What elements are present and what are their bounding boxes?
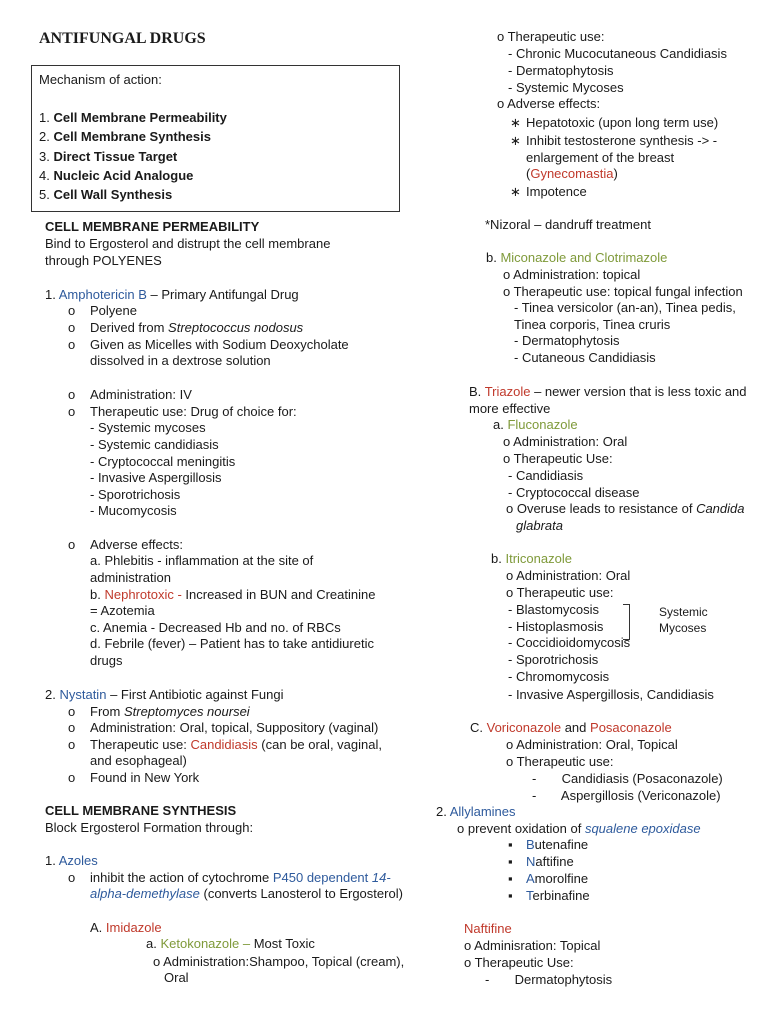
use-item: - Coccidioidomycosis <box>508 635 631 650</box>
bullet-text: inhibit the action of cytochrome P450 dependent 14- <box>90 870 391 885</box>
list-item: Terbinafine <box>526 888 590 903</box>
adverse-item: a. Phlebitis - inflammation at the site of <box>90 553 314 568</box>
use-item: - Systemic mycoses <box>90 420 206 435</box>
bullet-text: Given as Micelles with Sodium Deoxycholate <box>90 337 349 352</box>
section-description: Block Ergosterol Formation through: <box>45 820 254 835</box>
adverse-item: administration <box>90 570 171 585</box>
section-heading: CELL MEMBRANE SYNTHESIS <box>45 803 237 818</box>
list-item: ▪ <box>508 854 513 869</box>
subheading-triazole-cont: more effective <box>469 401 551 416</box>
subheading-itriconazole: b. Itriconazole <box>491 551 572 566</box>
adverse-item: Inhibit testosterone synthesis -> - <box>526 133 718 148</box>
use-item: - Sporotrichosis <box>508 652 599 667</box>
bullet-text: glabrata <box>516 518 563 533</box>
bullet-text: Polyene <box>90 303 137 318</box>
bullet-text: o Therapeutic use: <box>497 29 605 44</box>
adverse-item: (Gynecomastia) <box>526 166 618 181</box>
section-description: Bind to Ergosterol and distrupt the cell membrane <box>45 236 331 251</box>
list-item: ▪ <box>508 871 513 886</box>
drug-heading-nystatin: 2. Nystatin – First Antibiotic against Fungi <box>45 687 284 702</box>
section-description: through POLYENES <box>45 253 162 268</box>
bullet: o <box>68 704 76 719</box>
use-item: - Sporotrichosis <box>90 487 181 502</box>
bracket-label: Mycoses <box>659 621 707 635</box>
list-item: Butenafine <box>526 837 589 852</box>
bullet: o <box>68 337 76 352</box>
bullet: ∗ <box>510 133 521 148</box>
use-item: - Candidiasis (Posaconazole) <box>532 771 723 786</box>
bullet-text: Therapeutic use: Candidiasis (can be oral, vaginal, <box>90 737 382 752</box>
list-item: Naftifine <box>526 854 574 869</box>
bullet-text: o Overuse leads to resistance of Candida <box>506 501 745 516</box>
bullet-text: Therapeutic use: Drug of choice for: <box>90 404 297 419</box>
bullet-text: o Adminisration: Topical <box>464 938 601 953</box>
adverse-item: drugs <box>90 653 123 668</box>
bullet-text: Administration: Oral, topical, Suppository (vaginal) <box>90 720 379 735</box>
drug-heading-allylamines: 2. Allylamines <box>436 804 516 819</box>
bullet: o <box>68 770 76 785</box>
bracket-label: Systemic <box>659 605 708 619</box>
mechanism-item: 1. Cell Membrane Permeability <box>39 110 227 125</box>
bullet-text: o Administration: topical <box>503 267 641 282</box>
adverse-item: Impotence <box>526 184 587 199</box>
drug-heading-amphotericin: 1. Amphotericin B – Primary Antifungal Drug <box>45 287 299 302</box>
note-nizoral: *Nizoral – dandruff treatment <box>485 217 651 232</box>
use-item: - Chronic Mucocutaneous Candidiasis <box>508 46 727 61</box>
bullet-text: o Therapeutic Use: <box>503 451 613 466</box>
subheading-miconazole: b. Miconazole and Clotrimazole <box>486 250 668 265</box>
bullet-text: Oral <box>164 970 189 985</box>
mechanism-item: 4. Nucleic Acid Analogue <box>39 168 194 183</box>
bullet-text: Found in New York <box>90 770 200 785</box>
bullet: o <box>68 537 76 552</box>
mechanism-item: 2. Cell Membrane Synthesis <box>39 129 211 144</box>
page-title: ANTIFUNGAL DRUGS <box>39 30 206 47</box>
use-item: - Tinea versicolor (an-an), Tinea pedis, <box>514 300 736 315</box>
bullet: o <box>68 387 76 402</box>
subheading-triazole: B. Triazole – newer version that is less toxic and <box>469 384 747 399</box>
use-item: - Blastomycosis <box>508 602 600 617</box>
mechanism-item: 5. Cell Wall Synthesis <box>39 187 173 202</box>
bullet-text: o Therapeutic use: <box>506 585 614 600</box>
section-heading: CELL MEMBRANE PERMEABILITY <box>45 219 260 234</box>
adverse-item: b. Nephrotoxic - Increased in BUN and Creatinine <box>90 587 376 602</box>
adverse-item: d. Febrile (fever) – Patient has to take antidiuretic <box>90 636 374 651</box>
list-item: Amorolfine <box>526 871 589 886</box>
use-item: - Cryptococcal disease <box>508 485 640 500</box>
bracket <box>623 604 630 640</box>
use-item: - Chromomycosis <box>508 669 610 684</box>
bullet-text: Derived from Streptococcus nodosus <box>90 320 304 335</box>
adverse-item: c. Anemia - Decreased Hb and no. of RBCs <box>90 620 341 635</box>
bullet: o <box>68 870 76 885</box>
subheading-voriconazole: C. Voriconazole and Posaconazole <box>470 720 672 735</box>
bullet-text: o Therapeutic use: topical fungal infection <box>503 284 743 299</box>
bullet-text: o Therapeutic Use: <box>464 955 574 970</box>
use-item: - Dermatophytosis <box>485 972 613 987</box>
subheading-naftifine: Naftifine <box>464 921 512 936</box>
use-item: - Candidiasis <box>508 468 584 483</box>
bullet-text: o Administration:Shampoo, Topical (cream), <box>153 954 405 969</box>
drug-heading-azoles: 1. Azoles <box>45 853 98 868</box>
bullet-text: alpha-demethylase (converts Lanosterol to Ergosterol) <box>90 886 403 901</box>
adverse-item: Hepatotoxic (upon long term use) <box>526 115 719 130</box>
use-item: - Cryptococcal meningitis <box>90 454 236 469</box>
bullet-text: o Adverse effects: <box>497 96 601 111</box>
mechanism-item: 3. Direct Tissue Target <box>39 149 178 164</box>
bullet-text: o Administration: Oral, Topical <box>506 737 678 752</box>
use-item: - Dermatophytosis <box>514 333 620 348</box>
use-item: - Systemic Mycoses <box>508 80 624 95</box>
subheading-fluconazole: a. Fluconazole <box>493 417 578 432</box>
bullet-text: Adverse effects: <box>90 537 183 552</box>
bullet-text: o Administration: Oral <box>506 568 631 583</box>
bullet: o <box>68 720 76 735</box>
use-item: - Invasive Aspergillosis, Candidiasis <box>508 687 714 702</box>
use-item: - Aspergillosis (Vericonazole) <box>532 788 721 803</box>
bullet-text: and esophageal) <box>90 753 187 768</box>
bullet-text: o Administration: Oral <box>503 434 628 449</box>
bullet: o <box>68 737 76 752</box>
subheading-imidazole: A. Imidazole <box>90 920 162 935</box>
bullet-text: o Therapeutic use: <box>506 754 614 769</box>
bullet: o <box>68 404 76 419</box>
bullet: ∗ <box>510 184 521 199</box>
use-item: - Histoplasmosis <box>508 619 604 634</box>
subheading-ketokonazole: a. Ketokonazole – Most Toxic <box>146 936 315 951</box>
bullet-text: o prevent oxidation of squalene epoxidase <box>457 821 701 836</box>
bullet: o <box>68 320 76 335</box>
adverse-item: enlargement of the breast <box>526 150 675 165</box>
use-item: - Systemic candidiasis <box>90 437 219 452</box>
mechanism-heading: Mechanism of action: <box>39 72 162 87</box>
bullet: ∗ <box>510 115 521 130</box>
use-item: - Mucomycosis <box>90 503 177 518</box>
bullet-text: From Streptomyces noursei <box>90 704 250 719</box>
bullet: o <box>68 303 76 318</box>
adverse-item: = Azotemia <box>90 603 155 618</box>
use-item: - Cutaneous Candidiasis <box>514 350 656 365</box>
list-item: ▪ <box>508 888 513 903</box>
use-item: Tinea corporis, Tinea cruris <box>514 317 671 332</box>
bullet-text: Administration: IV <box>90 387 192 402</box>
use-item: - Invasive Aspergillosis <box>90 470 222 485</box>
use-item: - Dermatophytosis <box>508 63 614 78</box>
bullet-text: dissolved in a dextrose solution <box>90 353 271 368</box>
list-item: ▪ <box>508 837 513 852</box>
